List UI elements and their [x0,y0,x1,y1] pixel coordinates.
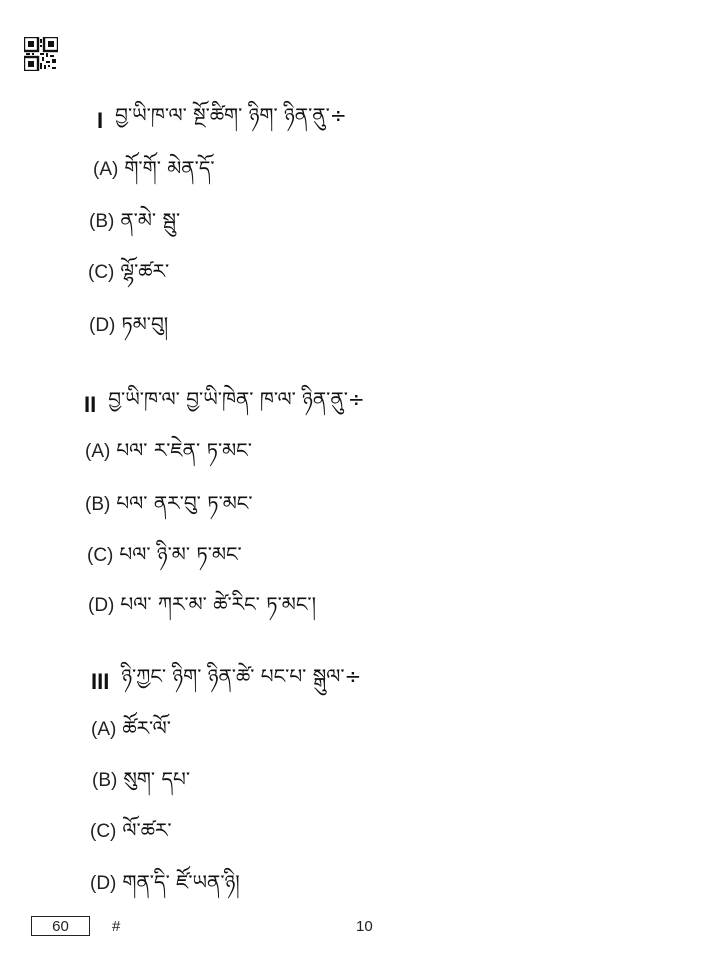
option-d [90,860,240,916]
option-letter: (C) [87,545,114,566]
option-letter: (B) [89,211,115,232]
option-text: གོ་གོ་ མེན་དོ་ [124,156,215,180]
option-a [91,706,171,762]
booklet-code-box: 60 [31,916,90,936]
option-text: ལོ་ཚར་ [122,818,172,842]
option-text: གན་དི་ ཛོ་ཡན་ཉི། [122,870,240,894]
footer-hash: # [112,918,121,935]
option-a [85,428,252,484]
option-c [90,808,172,864]
option-text: པལ་ ར་ཇེན་ ཏ་མང་ [116,438,252,462]
question-number: II [84,392,97,417]
option-letter: (D) [88,595,115,616]
question-number: III [91,669,110,694]
question-prompt: བྱ་ཡི་ཁ་ལ་ བྱ་ཡི་ཁེན་ ཁ་ལ་ ཉིན་ནུ་÷ [108,387,365,411]
question-2-header [84,377,365,433]
option-letter: (C) [90,821,117,842]
option-text: སུག་ དཔ་ [123,767,191,791]
option-letter: (C) [88,262,115,283]
option-c [87,532,242,588]
question-1-header [97,93,347,149]
qr-code-icon [24,37,58,71]
option-letter: (B) [85,494,111,515]
option-c [88,249,169,305]
option-a [93,146,215,202]
option-text: པལ་ ཉི་མ་ ཏ་མང་ [119,542,242,566]
option-letter: (B) [92,770,118,791]
option-text: ན་མེ་ སྦུ་ [120,208,181,232]
option-letter: (A) [85,441,111,462]
question-3-header [91,654,361,710]
option-b [85,481,253,537]
option-d [89,302,168,358]
option-d [88,582,316,638]
option-text: ཚོར་ལོ་ [122,716,171,740]
option-b [92,757,190,813]
question-number: I [97,108,104,133]
page-number: 10 [356,918,373,935]
option-letter: (A) [91,719,117,740]
option-text: པལ་ ནར་བུ་ ཏ་མང་ [116,491,253,515]
option-letter: (D) [89,315,116,336]
option-text: པལ་ ཀར་མ་ ཚེ་རིང་ ཏ་མང་། [120,592,317,616]
option-b [89,198,180,254]
question-prompt: བྱ་ཡི་ཁ་ལ་ སྔོ་ཚིག་ ཉིག་ ཉིན་ནུ་÷ [115,103,347,127]
option-letter: (D) [90,873,117,894]
option-text: ལྷོ་ཚར་ [120,259,170,283]
option-letter: (A) [93,159,119,180]
question-prompt: ཉི་ཀྱང་ ཉིག་ ཉིན་ཚེ་ པང་པ་ སྒུལ་÷ [121,664,362,688]
option-text: ཏམ་བུ། [121,312,169,336]
